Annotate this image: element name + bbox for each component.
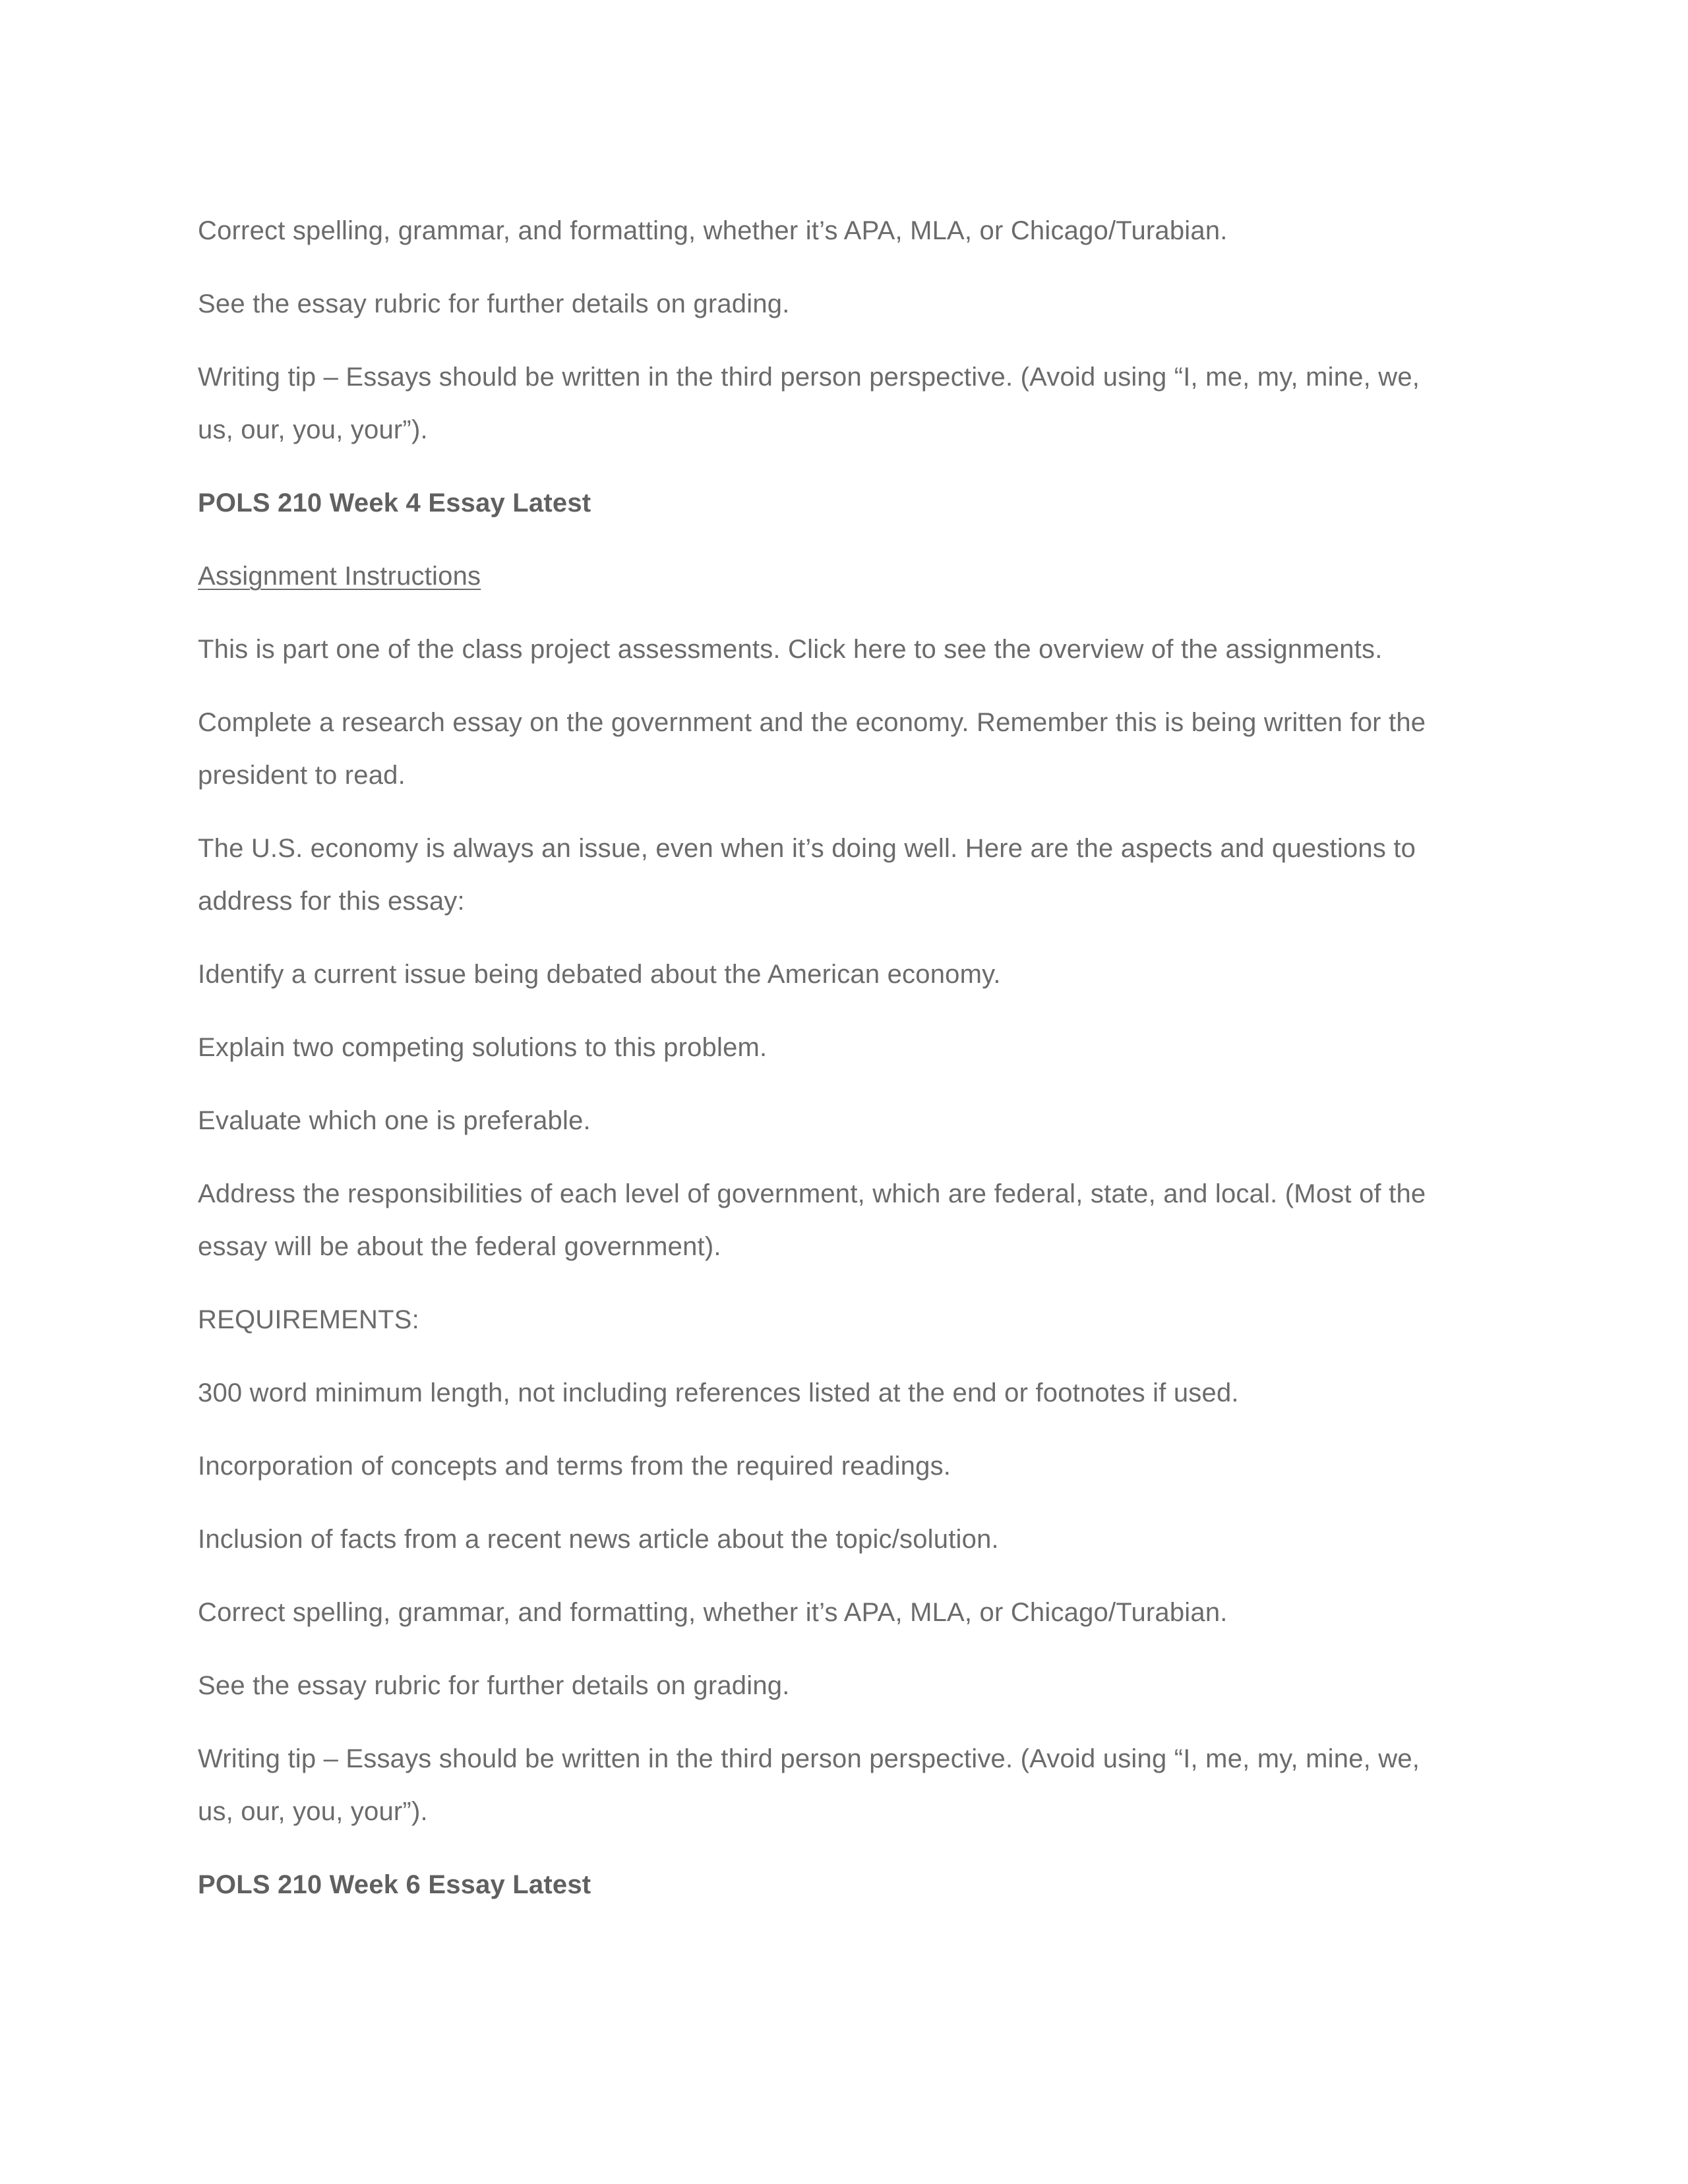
requirement-writing-tip-line2: us, our, you, your”).	[198, 1797, 428, 1826]
heading-week6: POLS 210 Week 6 Essay Latest	[198, 1870, 591, 1899]
requirement-formatting: Correct spelling, grammar, and formatting, whether it’s APA, MLA, or Chicago/Turabian.	[198, 1598, 1228, 1627]
paragraph-rubric: See the essay rubric for further details on grading.	[198, 289, 790, 318]
requirement-word-count: 300 word minimum length, not including references listed at the end or footnotes if used.	[198, 1378, 1239, 1407]
requirements-label: REQUIREMENTS:	[198, 1305, 419, 1334]
paragraph-explain-solutions: Explain two competing solutions to this problem.	[198, 1033, 768, 1062]
paragraph-writing-tip-line1: Writing tip – Essays should be written in the third person perspective. (Avoid using “I, me, my, mine, we,	[198, 363, 1420, 392]
paragraph-identify-issue: Identify a current issue being debated about the American economy.	[198, 960, 1001, 989]
paragraph-class-project: This is part one of the class project assessments. Click here to see the overview of the assignments.	[198, 635, 1383, 664]
assignment-instructions-link[interactable]: Assignment Instructions	[198, 562, 481, 591]
heading-week4: POLS 210 Week 4 Essay Latest	[198, 488, 591, 517]
requirement-news-facts: Inclusion of facts from a recent news article about the topic/solution.	[198, 1525, 999, 1554]
paragraph-economy-line1: The U.S. economy is always an issue, even when it’s doing well. Here are the aspects and questions to	[198, 834, 1416, 863]
paragraph-evaluate: Evaluate which one is preferable.	[198, 1106, 591, 1135]
paragraph-writing-tip-line2: us, our, you, your”).	[198, 415, 428, 444]
paragraph-responsibilities-line2: essay will be about the federal government).	[198, 1232, 721, 1261]
requirement-rubric: See the essay rubric for further details on grading.	[198, 1671, 790, 1700]
paragraph-research-essay-line2: president to read.	[198, 761, 406, 790]
paragraph-economy-line2: address for this essay:	[198, 887, 465, 916]
paragraph-research-essay-line1: Complete a research essay on the government and the economy. Remember this is being written for the	[198, 708, 1426, 737]
paragraph-responsibilities-line1: Address the responsibilities of each level of government, which are federal, state, and local. (Most of the	[198, 1179, 1426, 1208]
requirement-concepts: Incorporation of concepts and terms from the required readings.	[198, 1452, 951, 1481]
requirement-writing-tip-line1: Writing tip – Essays should be written in the third person perspective. (Avoid using “I, me, my, mine, we,	[198, 1744, 1420, 1773]
paragraph-formatting: Correct spelling, grammar, and formatting, whether it’s APA, MLA, or Chicago/Turabian.	[198, 216, 1228, 245]
